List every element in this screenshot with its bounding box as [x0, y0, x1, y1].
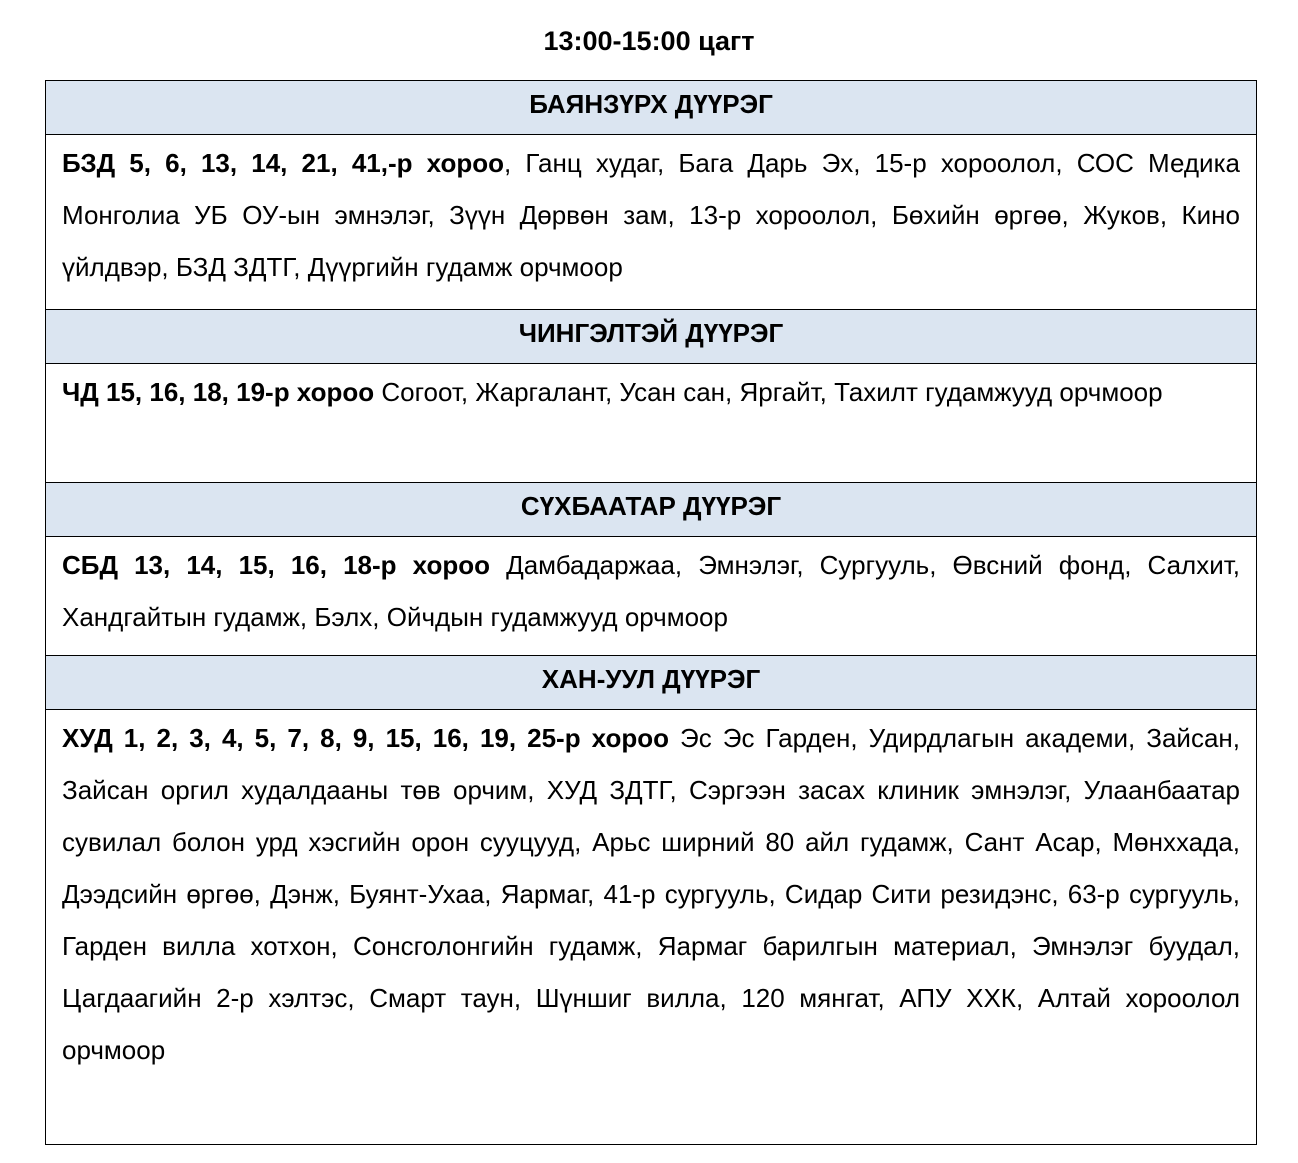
district-body-row — [46, 364, 1257, 483]
area-list: Дамбадаржаа, Эмнэлэг, Сургууль, Өвсний фонд, Салхит, Хандгайтын гудамж, Бэлх, Ойчдын гудамжууд орчмоор — [62, 550, 1240, 632]
district-body-row — [46, 710, 1257, 1145]
district-header-row — [46, 81, 1257, 135]
area-list: Согоот, Жаргалант, Усан сан, Яргайт, Тахилт гудамжууд орчмоор — [374, 377, 1163, 407]
district-header-row — [46, 483, 1257, 537]
district-header-row — [46, 656, 1257, 710]
khoroo-list: ХУД 1, 2, 3, 4, 5, 7, 8, 9, 15, 16, 19, 25-р хороо — [62, 723, 669, 753]
khoroo-list: БЗД 5, 6, 13, 14, 21, 41,-р хороо — [62, 148, 505, 178]
district-header-chingeltei — [46, 310, 1257, 364]
district-body-bayanzurkh — [46, 135, 1257, 310]
time-heading: 13:00-15:00 цагт — [543, 26, 755, 56]
district-header-bayanzurkh — [46, 81, 1257, 135]
area-list: , Ганц худаг, Бага Дарь Эх, 15-р хороолол, СОС Медика Монголиа УБ ОУ-ын эмнэлэг, Зүүн Дөрвөн зам, 13-р хороолол, Бөхийн өргөө, Жуков, Кино үйлдвэр, БЗД ЗДТГ, Дүүргийн гудамж орчмоор — [62, 148, 1240, 282]
district-name: ХАН-УУЛ ДҮҮРЭГ — [541, 663, 761, 694]
district-body-row — [46, 135, 1257, 310]
khoroo-list: СБД 13, 14, 15, 16, 18-р хороо — [62, 550, 490, 580]
district-header-sukhbaatar — [46, 483, 1257, 537]
district-body-chingeltei — [46, 364, 1257, 483]
area-list: Эс Эс Гарден, Удирдлагын академи, Зайсан, Зайсан оргил худалдааны төв орчим, ХУД ЗДТГ, Сэргээн засах клиник эмнэлэг, Улаанбаатар сувилал болон урд хэсгийн орон сууцууд, Арьс ширний 80 айл гудамж, Сант Асар, Мөнххада, Дээдсийн өргөө, Дэнж, Буянт-Ухаа, Яармаг, 41-р сургууль, Сидар Сити резидэнс, 63-р сургууль, Гарден вилла хотхон, Сонсголонгийн гудамж, Яармаг барилгын материал, Эмнэлэг буудал, Цагдаагийн 2-р хэлтэс, Смарт таун, Шүншиг вилла, 120 мянгат, АПУ ХХК, Алтай хороолол орчмоор — [62, 723, 1240, 1065]
district-body-row — [46, 537, 1257, 656]
district-body-sukhbaatar — [46, 537, 1257, 656]
district-body-khan-uul — [46, 710, 1257, 1145]
district-header-row — [46, 310, 1257, 364]
district-header-khan-uul — [46, 656, 1257, 710]
district-name: ЧИНГЭЛТЭЙ ДҮҮРЭГ — [518, 317, 784, 348]
schedule-table — [45, 80, 1257, 1145]
khoroo-list: ЧД 15, 16, 18, 19-р хороо — [62, 377, 375, 407]
district-name: СҮХБААТАР ДҮҮРЭГ — [520, 490, 782, 521]
district-name: БАЯНЗҮРХ ДҮҮРЭГ — [529, 88, 773, 119]
